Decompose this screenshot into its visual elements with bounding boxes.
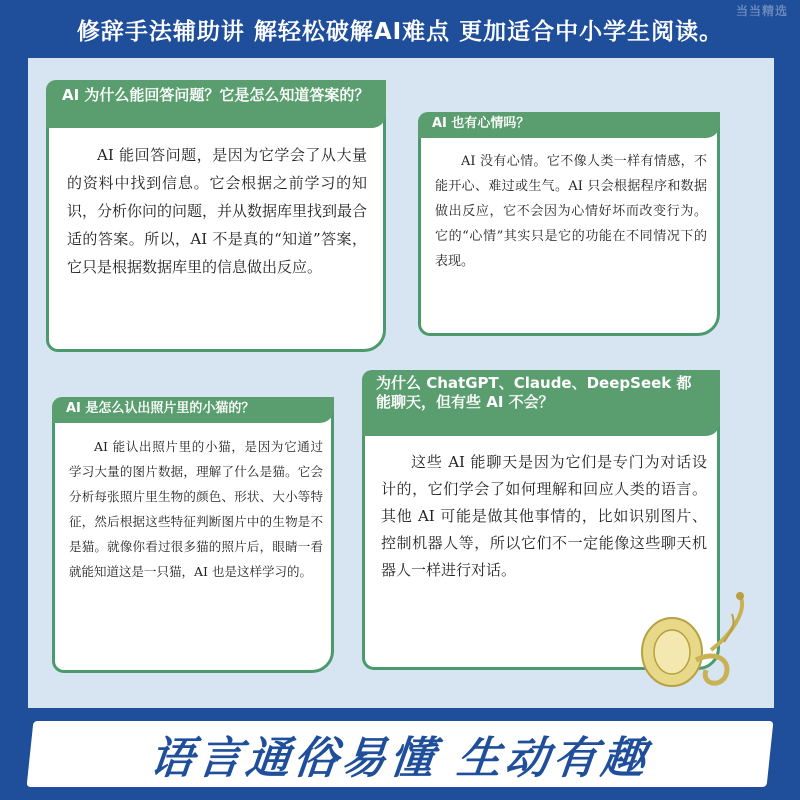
card-body: 这些 AI 能聊天是因为它们是专门为对话设计的，它们学会了如何理解和回应人类的语言。其他 AI 可能是做其他事情的，比如识别图片、控制机器人等，所以它们不一定能像这些聊天机器人一样进行对话。 — [381, 453, 707, 579]
card-body: AI 没有心情。它不像人类一样有情感，不能开心、难过或生气。AI 只会根据程序和数据做出反应，它不会因为心情好坏而改变行为。它的“心情”其实只是它的功能在不同情况下的表现。 — [435, 154, 707, 269]
card-title: AI 为什么能回答问题？它是怎么知道答案的？ — [46, 80, 386, 128]
watermark: 当当精选 — [735, 4, 788, 18]
bottom-banner — [0, 708, 800, 800]
slogan-box — [27, 721, 774, 787]
qa-card-recognize-cat — [52, 397, 334, 673]
card-title: AI 也有心情吗？ — [418, 112, 720, 138]
card-body: AI 能回答问题，是因为它学会了从大量的资料中找到信息。它会根据之前学习的知识，分析你问的问题，并从数据库里找到最合适的答案。所以，AI 不是真的“知道”答案，它只是根据数据库里的信息做出反应。 — [67, 146, 368, 276]
top-banner — [0, 0, 800, 58]
card-title: AI 是怎么认出照片里的小猫的？ — [52, 397, 334, 423]
slogan-text: 语言通俗易懂 生动有趣 — [147, 733, 652, 784]
qa-card-ai-mood — [418, 112, 720, 336]
card-title: 为什么 ChatGPT、Claude、DeepSeek 都能聊天，但有些 AI 不会？ — [362, 370, 720, 436]
qa-card-answer-questions — [46, 80, 386, 352]
french-horn-illustration — [636, 590, 756, 702]
card-body: AI 能认出照片里的小猫，是因为它通过学习大量的图片数据，理解了什么是猫。它会分析每张照片里生物的颜色、形状、大小等特征，然后根据这些特征判断图片中的生物是不是猫。就像你看过很多猫的照片后，眼睛一看就能知道这是一只猫，AI 也是这样学习的。 — [69, 439, 323, 579]
banner-title: 修辞手法辅助讲 解轻松破解AI难点 更加适合中小学生阅读。 — [76, 18, 724, 45]
